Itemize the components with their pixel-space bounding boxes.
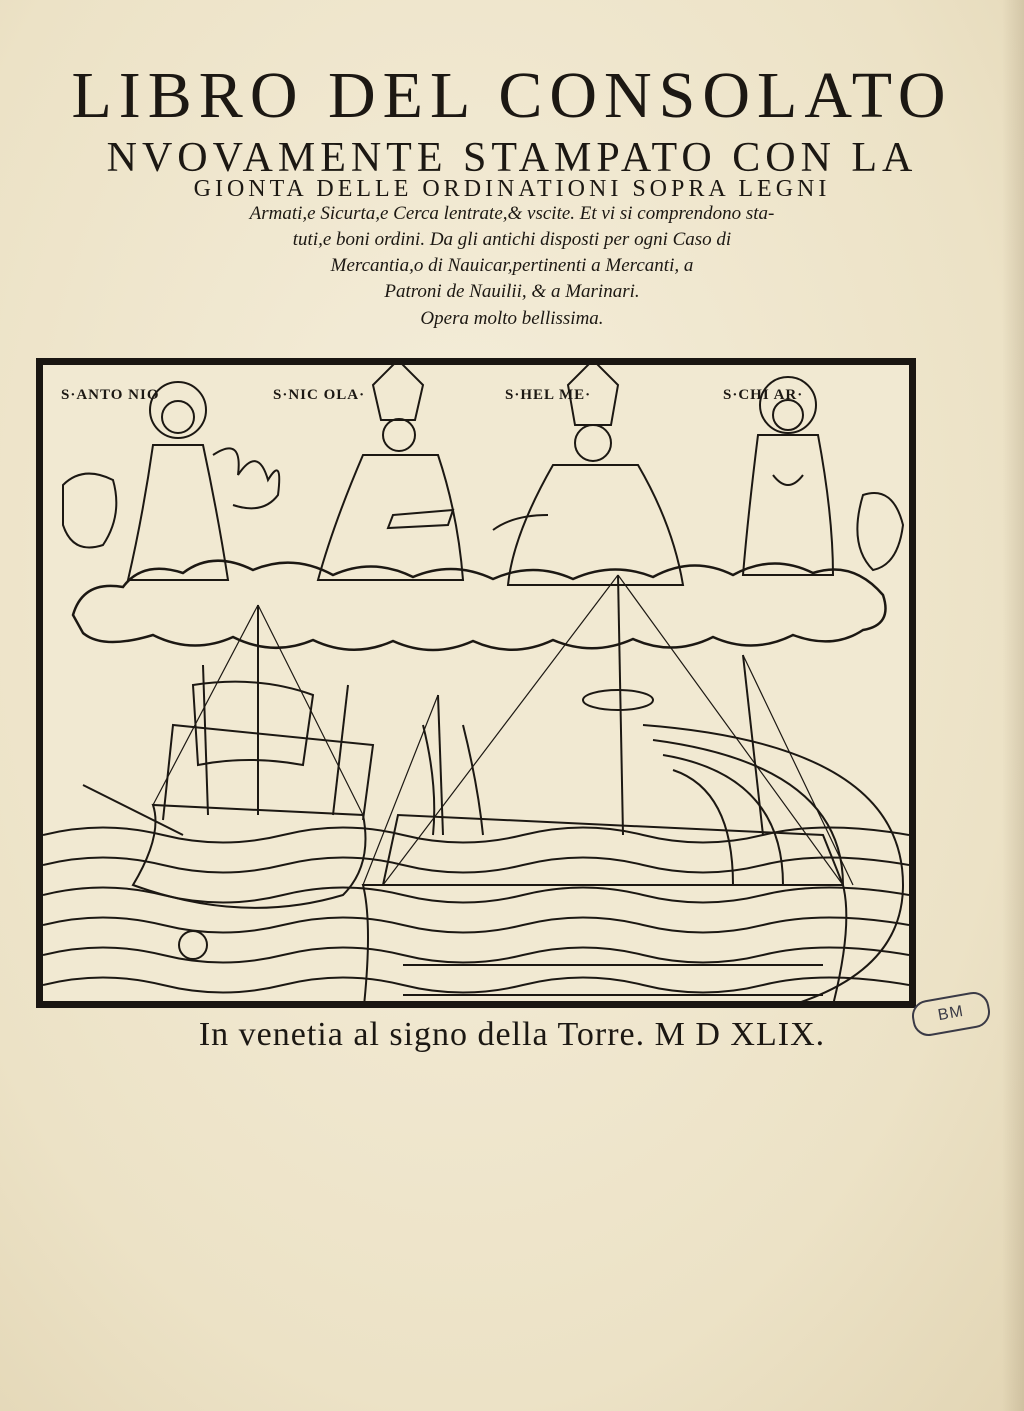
wave: [43, 918, 909, 933]
body-line-2: tuti,e boni ordini. Da gli antichi disposti per ogni Caso di: [292, 229, 732, 250]
library-stamp: BM: [909, 990, 992, 1039]
saint-clare-figure: [743, 377, 833, 575]
ships-and-saints-woodcut: [43, 365, 909, 1001]
body-line-1: Armati,e Sicurta,e Cerca lentrate,& vscite. Et vi si comprendono sta-: [249, 203, 775, 224]
saint-label-elmo: S·HEL ME·: [505, 387, 592, 403]
imprint-line: In venetia al signo della Torre. M D XLIX.: [198, 1016, 826, 1053]
wave: [43, 978, 909, 993]
body-line-5: Opera molto bellissima.: [420, 308, 604, 329]
saint-label-nicholas: S·NIC OLA·: [273, 387, 366, 403]
title-line-2: NVOVAMENTE STAMPATO CON LA: [106, 135, 918, 181]
wave: [43, 948, 909, 963]
saint-label-clare: S·CHI AR·: [723, 387, 804, 403]
small-ship: [83, 605, 373, 959]
body-line-3: Mercantia,o di Nauicar,pertinenti a Mercanti, a: [330, 255, 694, 276]
title-line-1: LIBRO DEL CONSOLATO: [71, 59, 953, 132]
woodcut-illustration: [36, 358, 916, 1008]
cloud-left: [63, 474, 116, 548]
title-line-3: GIONTA DELLE ORDINATIONI SOPRA LEGNI: [193, 176, 831, 202]
saint-label-anthony: S·ANTO NIO: [61, 387, 160, 403]
cloud-right: [857, 493, 903, 570]
wave: [43, 888, 909, 903]
saint-anthony-figure: [128, 382, 279, 580]
body-line-4: Patroni de Nauilii, & a Marinari.: [384, 281, 640, 302]
wave: [43, 858, 909, 873]
